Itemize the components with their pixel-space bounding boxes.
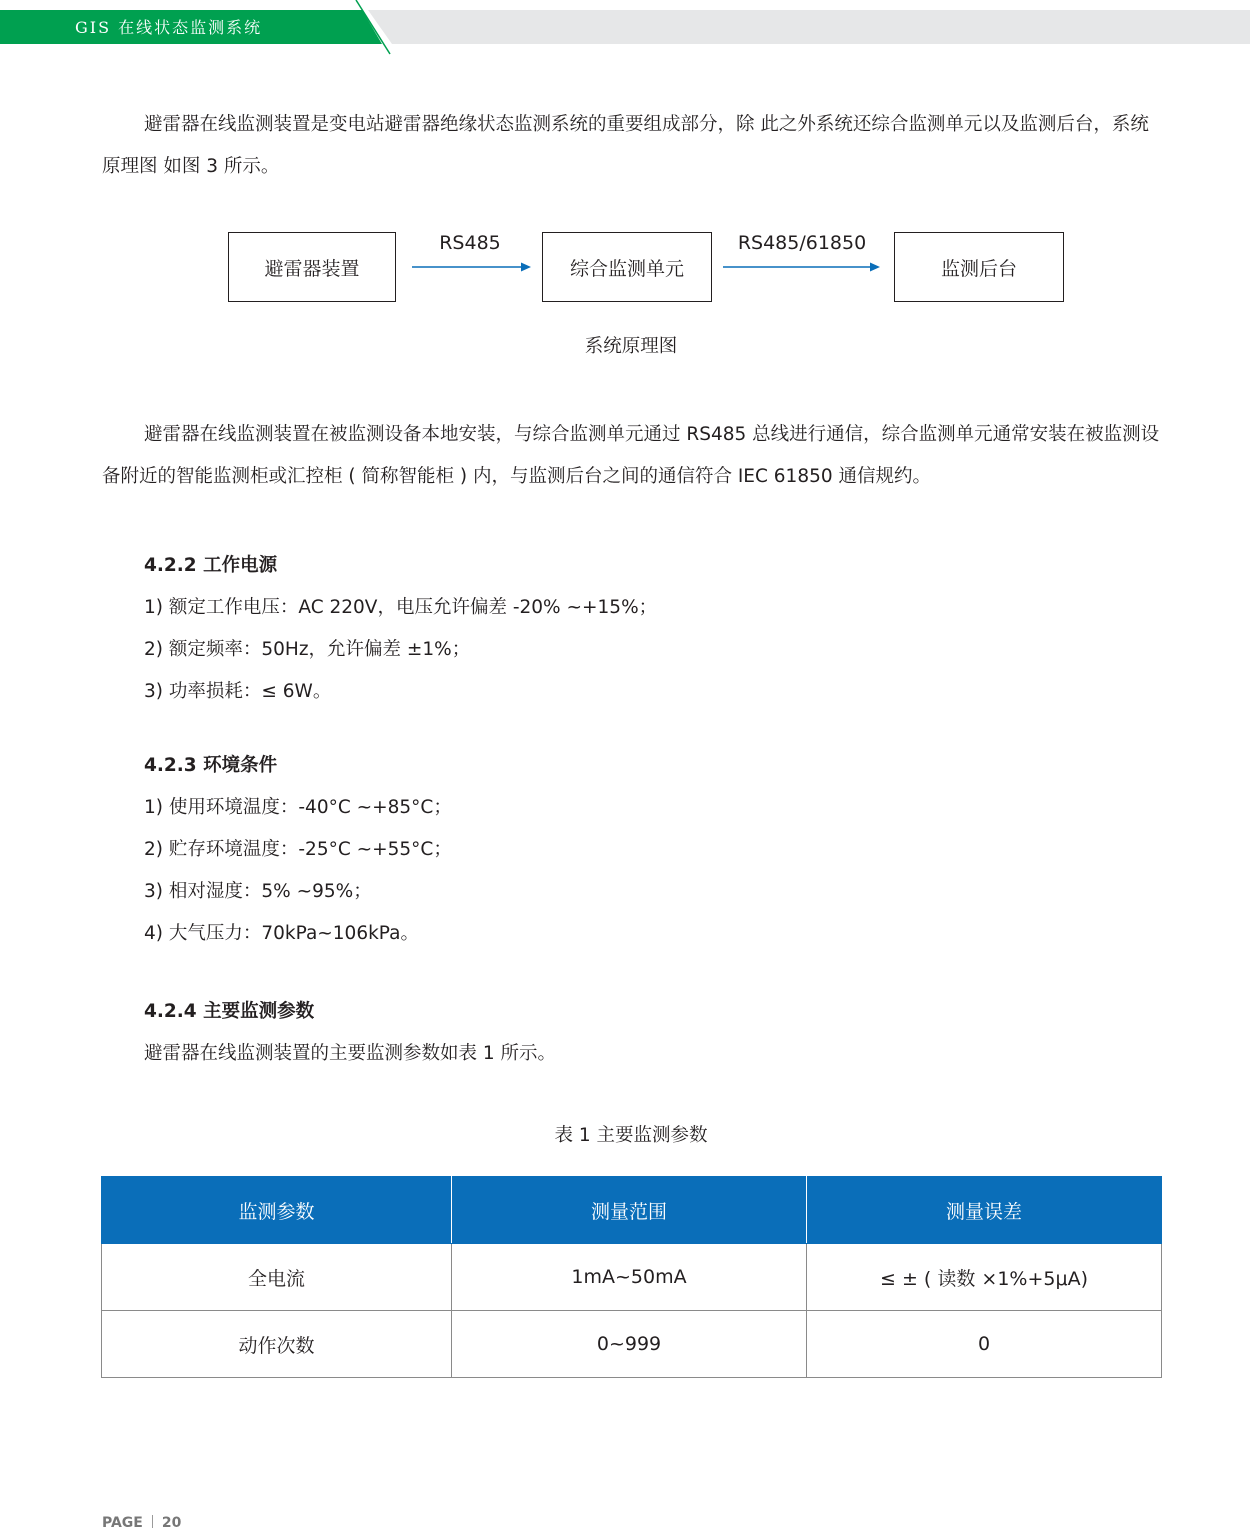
intro-paragraph: 避雷器在线监测装置是变电站避雷器绝缘状态监测系统的重要组成部分，除 此之外系统还综合监测单元以及监测后台，系统原理图 如图 3 所示。 — [102, 114, 1149, 177]
table-cell: 1mA~50mA — [452, 1244, 807, 1311]
page-header — [0, 0, 1250, 56]
section-heading-environment: 4.2.3 环境条件 — [144, 755, 278, 776]
diagram-box-label: 避雷器装置 — [264, 257, 360, 280]
arrow-2 — [723, 263, 880, 272]
section-heading-params: 4.2.4 主要监测参数 — [144, 1001, 315, 1022]
footer-divider — [152, 1515, 153, 1528]
diagram-box-label: 综合监测单元 — [569, 257, 684, 280]
header-title: GIS 在线状态监测系统 — [75, 18, 263, 37]
table-cell: 全电流 — [102, 1244, 452, 1311]
table-row — [102, 1244, 1162, 1311]
page-footer — [102, 1513, 181, 1533]
diagram-box-backend — [894, 232, 1064, 302]
column-header: 测量误差 — [807, 1177, 1162, 1244]
list-item: 2) 贮存环境温度：-25°C ~+55°C； — [144, 839, 452, 860]
params-intro: 避雷器在线监测装置的主要监测参数如表 1 所示。 — [144, 1043, 557, 1064]
arrow-1 — [412, 263, 531, 272]
table-caption: 表 1 主要监测参数 — [554, 1125, 708, 1146]
table-cell: 0~999 — [452, 1311, 807, 1378]
table-header-row — [102, 1177, 1162, 1244]
arrow-label-rs485: RS485 — [439, 232, 501, 254]
diagram-box-arrester-device — [228, 232, 396, 302]
table-row — [102, 1311, 1162, 1378]
install-paragraph: 避雷器在线监测装置在被监测设备本地安装，与综合监测单元通过 RS485 总线进行通信，综合监测单元通常安装在被监测设备附近的智能监测柜或汇控柜 ( 简称智能柜 ) 内，与监测后台之间的通信符合 IEC 61850 通信规约。 — [102, 424, 1160, 487]
list-item: 1) 使用环境温度：-40°C ~+85°C； — [144, 797, 452, 818]
params-table — [101, 1176, 1162, 1378]
column-header: 监测参数 — [102, 1177, 452, 1244]
arrow-label-rs485-61850: RS485/61850 — [737, 232, 867, 254]
diagram-box-label: 监测后台 — [940, 257, 1017, 280]
diagram-caption: 系统原理图 — [584, 336, 678, 357]
table-cell: 动作次数 — [102, 1311, 452, 1378]
list-item: 4) 大气压力：70kPa~106kPa。 — [144, 923, 419, 944]
section-heading-power: 4.2.2 工作电源 — [144, 555, 278, 576]
footer-page-label: PAGE — [102, 1515, 143, 1531]
list-item: 3) 相对湿度：5% ~95%； — [144, 881, 372, 902]
list-item: 3) 功率损耗：≤ 6W。 — [144, 681, 332, 702]
column-header: 测量范围 — [452, 1177, 807, 1244]
list-item: 2) 额定频率：50Hz，允许偏差 ±1%； — [144, 639, 471, 660]
list-item: 1) 额定工作电压：AC 220V，电压允许偏差 -20% ~+15%； — [144, 597, 658, 618]
table-cell: ≤ ± ( 读数 ×1%+5μA) — [807, 1244, 1162, 1311]
diagram-box-monitoring-unit — [542, 232, 712, 302]
page-number: 20 — [161, 1515, 182, 1531]
table-cell: 0 — [807, 1311, 1162, 1378]
